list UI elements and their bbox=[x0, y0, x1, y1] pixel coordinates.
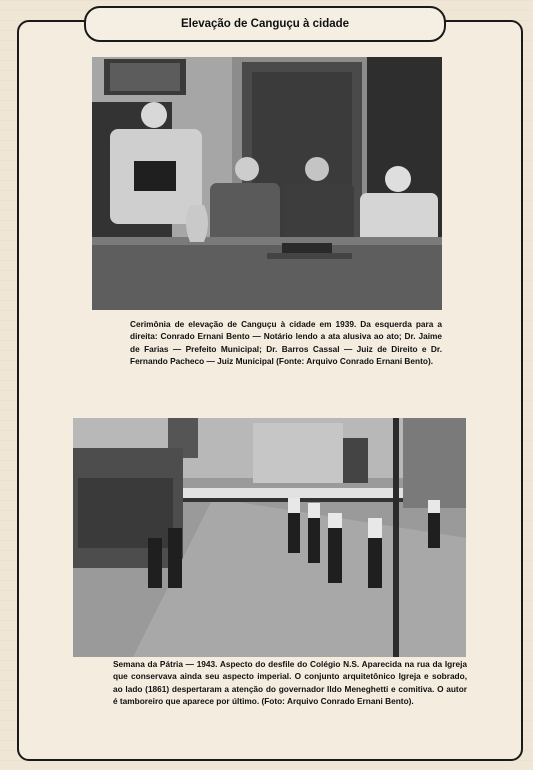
parade-caption: Semana da Pátria — 1943. Aspecto do desfile do Colégio N.S. Aparecida na rua da Igreja que conservava ainda seu aspecto imperial. O conjunto arquitetônico Igreja e sobrado, ao lado (1861) despertaram a atenção do governador Ildo Meneghetti e comitiva. O autor é tamboreiro que aparece por último. (Foto: Arquivo Conrado Ernani Bento). bbox=[113, 659, 467, 706]
ceremony-photo bbox=[92, 57, 442, 310]
title-banner bbox=[84, 6, 446, 42]
parade-photo bbox=[73, 418, 466, 657]
ceremony-caption: Cerimônia de elevação de Canguçu à cidade em 1939. Da esquerda para a direita: Conrado Ernani Bento — Notário lendo a ata alusiva ao ato; Dr. Jaime de Farias — Prefeito Municipal; Dr. Barros Cassal — Juiz de Direito e Dr. Fernando Pacheco — Juiz Municipal (Fonte: Arquivo Conrado Ernani Bento). bbox=[130, 319, 442, 366]
article-title: Elevação de Canguçu à cidade bbox=[180, 18, 350, 30]
